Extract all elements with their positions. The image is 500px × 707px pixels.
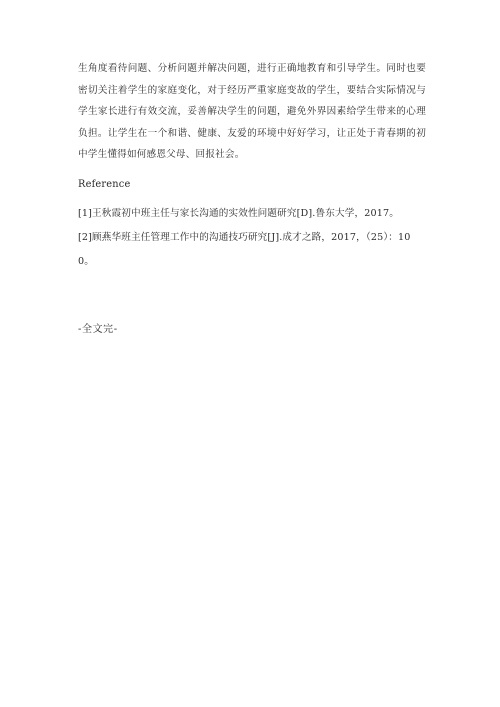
references-heading: Reference bbox=[78, 178, 131, 190]
body-paragraph: 生角度看待问题、分析问题并解决问题，进行正确地教育和引导学生。同时也要密切关注着学生的家庭变化，对于经历严重家庭变故的学生，要结合实际情况与学生家长进行有效交流，妥善解决学生的问题，避免外界因素给学生带来的心理负担。让学生在一个和谐、健康、友爱的环境中好好学习，让正处于青春期的初中学生懂得如何感恩父母、回报社会。 bbox=[78, 63, 426, 160]
references-list bbox=[78, 202, 426, 274]
reference-item-1: [1]王秋霞初中班主任与家长沟通的实效性问题研究[D].鲁东大学，2017。 bbox=[78, 207, 399, 219]
reference-item-2: [2]顾燕华班主任管理工作中的沟通技巧研究[J].成才之路，2017，（25）：100。 bbox=[78, 231, 411, 267]
page-content bbox=[78, 58, 426, 340]
end-of-document-mark: -全文完- bbox=[78, 323, 118, 335]
